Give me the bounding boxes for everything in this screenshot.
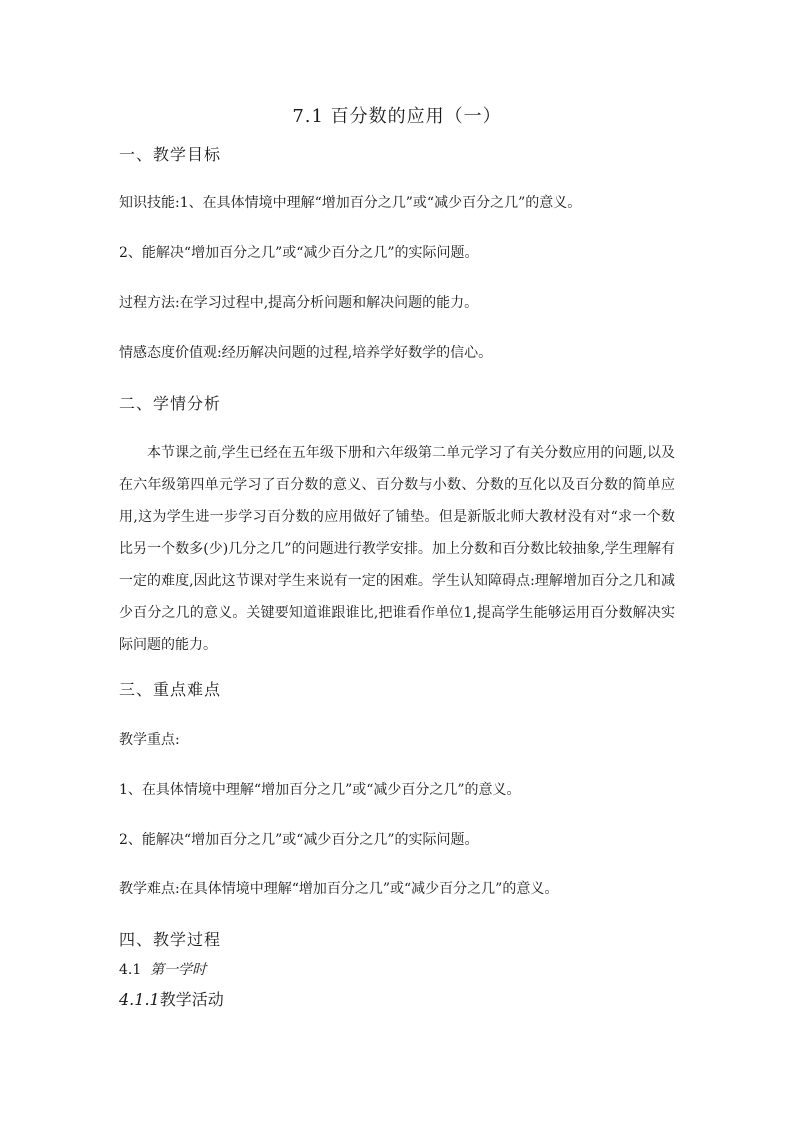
subsection-label: 第一学时	[150, 962, 207, 978]
analysis-paragraph: 本节课之前,学生已经在五年级下册和六年级第二单元学习了有关分数应用的问题,以及在六年级第四单元学习了百分数的意义、百分数与小数、分数的互化以及百分数的简单应用,这为学生进一步学习百分数的应用做好了铺垫。但是新版北师大教材没有对“求一个数比另一个数多(少)几分之几”的问题进行教学安排。加上分数和百分数比较抽象,学生理解有一定的难度,因此这节课对学生来说有一定的困难。学生认知障碍点:理解增加百分之几和减少百分之几的意义。关键要知道谁跟谁比,把谁看作单位1,提高学生能够运用百分数解决实际问题的能力。	[119, 445, 675, 653]
difficulty-line: 教学难点:在具体情境中理解“增加百分之几”或“减少百分之几”的意义。	[119, 881, 559, 897]
key-point-1: 1、在具体情境中理解“增加百分之几”或“减少百分之几”的意义。	[119, 782, 521, 798]
subsection-first-lesson	[119, 960, 206, 980]
subsection-number: 4.1.1	[119, 990, 160, 1009]
document-title: 7.1 百分数的应用（一）	[292, 106, 502, 127]
objective-knowledge-line-2: 2、能解决“增加百分之几”或“减少百分之几”的实际问题。	[119, 245, 479, 261]
subsection-teaching-activity	[119, 990, 224, 1010]
objective-attitude-line: 情感态度价值观:经历解决问题的过程,培养学好数学的信心。	[119, 345, 493, 361]
key-point-2: 2、能解决“增加百分之几”或“减少百分之几”的实际问题。	[119, 832, 479, 848]
objective-process-line: 过程方法:在学习过程中,提高分析问题和解决问题的能力。	[119, 295, 479, 311]
section-heading-analysis: 二、学情分析	[119, 394, 222, 413]
objective-knowledge-line: 知识技能:1、在具体情境中理解“增加百分之几”或“减少百分之几”的意义。	[119, 195, 582, 211]
key-points-label: 教学重点:	[119, 732, 180, 748]
section-heading-objectives: 一、教学目标	[119, 145, 222, 164]
section-heading-key-points: 三、重点难点	[119, 680, 222, 699]
subsection-label: 教学活动	[159, 990, 224, 1009]
subsection-number: 4.1	[119, 962, 142, 978]
section-heading-process: 四、教学过程	[119, 930, 222, 949]
